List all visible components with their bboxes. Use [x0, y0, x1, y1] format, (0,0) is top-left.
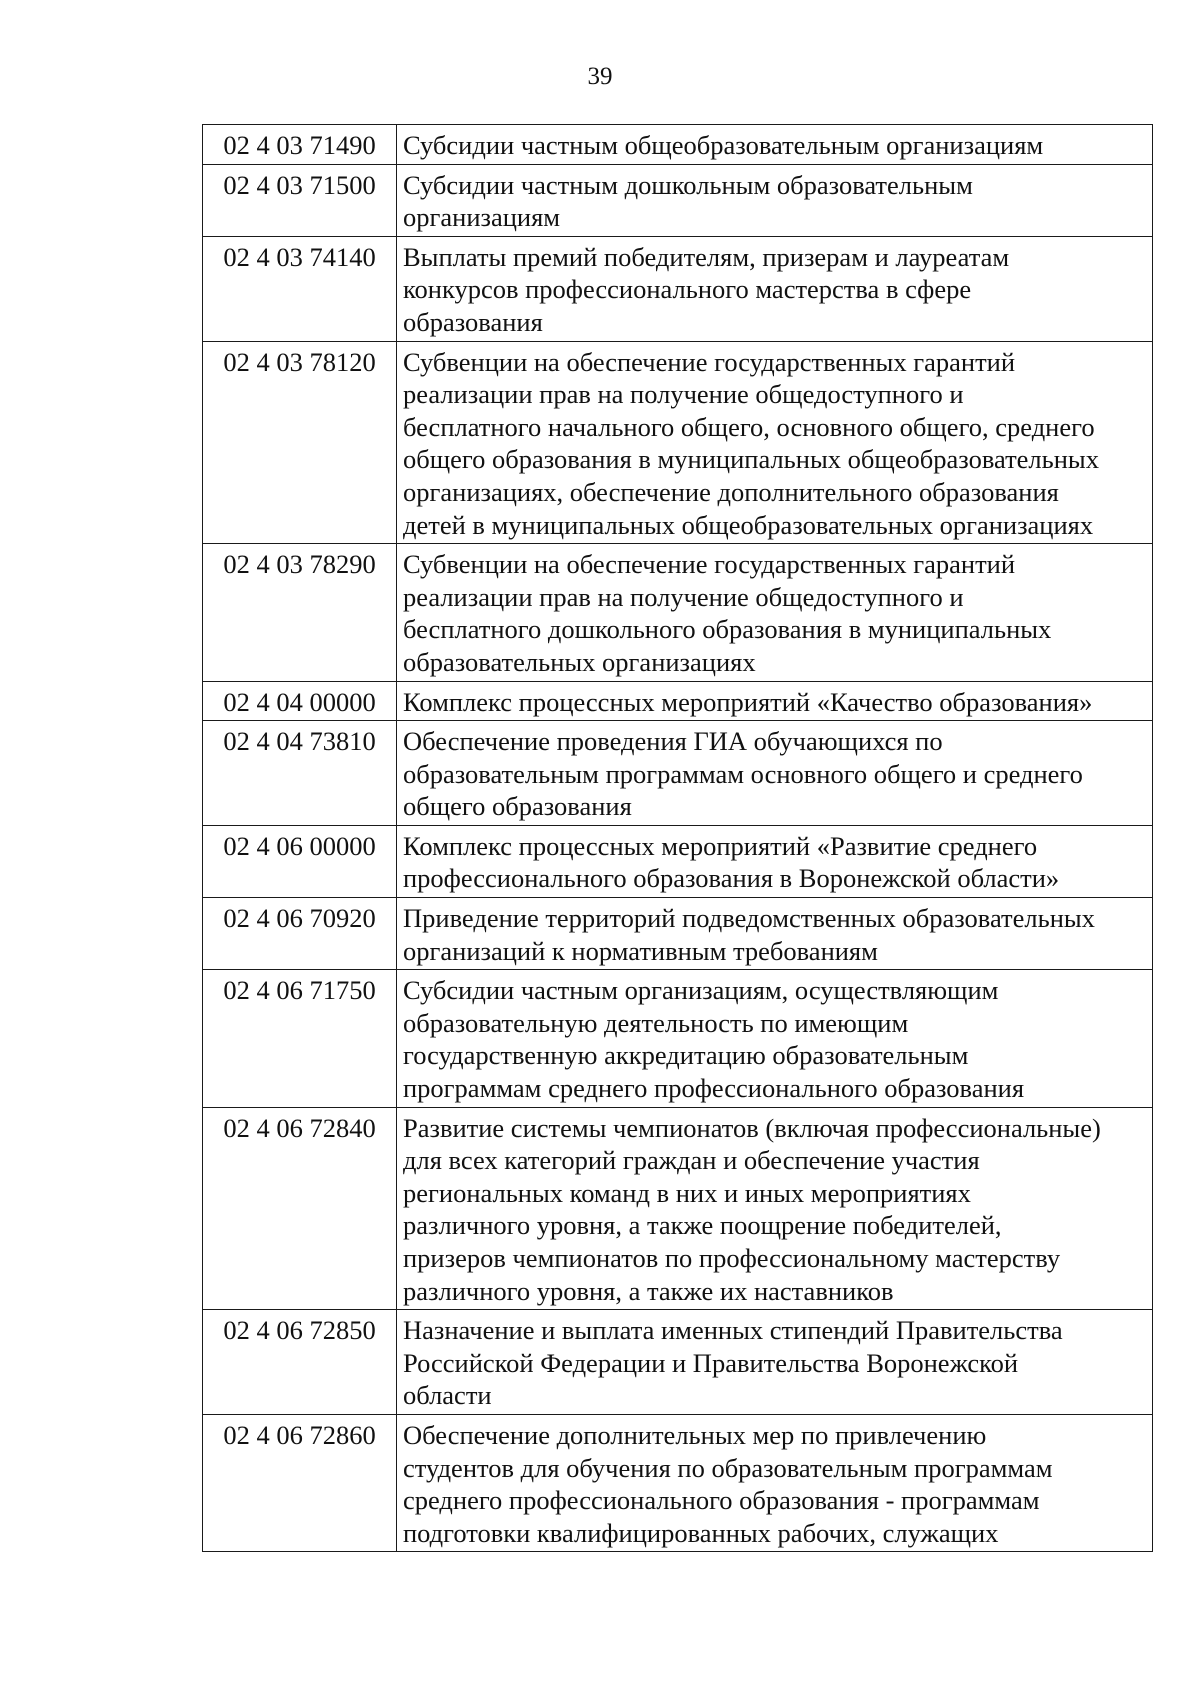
description-cell: [397, 681, 1153, 721]
table-row: [203, 544, 1153, 681]
description-line: организациям: [403, 202, 561, 233]
description-line: Субсидии частным общеобразовательным организациям: [403, 130, 1044, 160]
table-row: [203, 898, 1153, 970]
description-line: образовательным программам основного общего и среднего: [403, 758, 1083, 789]
description-line: общего образования в муниципальных общеобразовательных: [403, 444, 1099, 475]
table-row: [203, 236, 1153, 341]
description-line: детей в муниципальных общеобразовательных организациях: [403, 509, 1094, 540]
table-row: [203, 721, 1153, 826]
description-cell: [397, 341, 1153, 544]
description-line: Обеспечение дополнительных мер по привлечению: [403, 1419, 987, 1450]
description-cell: [397, 125, 1153, 165]
table-row: [203, 681, 1153, 721]
description-line: Обеспечение проведения ГИА обучающихся по: [403, 726, 943, 757]
description-line: бесплатного начального общего, основного общего, среднего: [403, 411, 1095, 442]
description-cell: [397, 1310, 1153, 1415]
description-line: образования: [403, 306, 543, 337]
description-cell: [397, 825, 1153, 897]
budget-code-cell: 02 4 06 72850: [203, 1310, 397, 1415]
table-row: [203, 1414, 1153, 1551]
description-line: общего образования: [403, 791, 632, 822]
table-row: [203, 825, 1153, 897]
description-line: конкурсов профессионального мастерства в сфере: [403, 274, 972, 305]
table-row: [203, 970, 1153, 1107]
description-line: Субвенции на обеспечение государственных гарантий: [403, 549, 1016, 580]
table-row: [203, 164, 1153, 236]
description-cell: [397, 164, 1153, 236]
budget-code-cell: 02 4 06 72840: [203, 1107, 397, 1310]
description-line: организаций к нормативным требованиям: [403, 935, 878, 966]
budget-code-cell: 02 4 04 00000: [203, 681, 397, 721]
description-line: Субвенции на обеспечение государственных гарантий: [403, 346, 1016, 377]
description-line: Субсидии частным организациям, осуществляющим: [403, 975, 999, 1006]
description-line: Назначение и выплата именных стипендий Правительства: [403, 1315, 1063, 1346]
description-line: образовательных организациях: [403, 646, 756, 677]
description-line: для всех категорий граждан и обеспечение участия: [403, 1145, 980, 1176]
description-line: различного уровня, а также их наставников: [403, 1275, 894, 1306]
table-row: [203, 341, 1153, 544]
budget-code-cell: 02 4 06 70920: [203, 898, 397, 970]
table-body: [203, 125, 1153, 1552]
table-row: [203, 1107, 1153, 1310]
description-line: профессионального образования в Воронежской области»: [403, 863, 1060, 894]
table-row: [203, 125, 1153, 165]
budget-code-cell: 02 4 03 74140: [203, 236, 397, 341]
description-line: среднего профессионального образования - программам: [403, 1485, 1040, 1516]
description-line: Российской Федерации и Правительства Воронежской: [403, 1347, 1019, 1378]
description-cell: [397, 1107, 1153, 1310]
budget-code-cell: 02 4 06 00000: [203, 825, 397, 897]
description-cell: [397, 970, 1153, 1107]
description-line: Комплекс процессных мероприятий «Качество образования»: [403, 686, 1093, 717]
budget-code-cell: 02 4 04 73810: [203, 721, 397, 826]
description-line: области: [403, 1380, 492, 1411]
budget-code-table: [202, 124, 1153, 1552]
description-cell: [397, 544, 1153, 681]
description-line: призеров чемпионатов по профессиональному мастерству: [403, 1243, 1061, 1273]
budget-code-cell: 02 4 06 71750: [203, 970, 397, 1107]
description-line: различного уровня, а также поощрение победителей,: [403, 1210, 1002, 1241]
description-cell: [397, 236, 1153, 341]
description-line: Приведение территорий подведомственных образовательных: [403, 903, 1095, 934]
description-line: реализации прав на получение общедоступного и: [403, 379, 964, 410]
description-line: бесплатного дошкольного образования в муниципальных: [403, 614, 1052, 645]
description-line: образовательную деятельность по имеющим: [403, 1007, 909, 1038]
description-line: Развитие системы чемпионатов (включая профессиональные): [403, 1112, 1101, 1143]
description-line: Комплекс процессных мероприятий «Развитие среднего: [403, 830, 1038, 861]
description-line: студентов для обучения по образовательным программам: [403, 1452, 1053, 1483]
description-line: программам среднего профессионального образования: [403, 1073, 1025, 1104]
description-line: Субсидии частным дошкольным образовательным: [403, 169, 973, 200]
budget-code-cell: 02 4 06 72860: [203, 1414, 397, 1551]
budget-code-cell: 02 4 03 71490: [203, 125, 397, 165]
page-number: 39: [587, 63, 613, 90]
description-line: организациях, обеспечение дополнительного образования: [403, 476, 1059, 507]
description-line: региональных команд в них и иных мероприятиях: [403, 1177, 971, 1208]
budget-code-cell: 02 4 03 78120: [203, 341, 397, 544]
description-line: государственную аккредитацию образовательным: [403, 1040, 969, 1071]
description-cell: [397, 898, 1153, 970]
description-cell: [397, 1414, 1153, 1551]
table-row: [203, 1310, 1153, 1415]
description-line: реализации прав на получение общедоступного и: [403, 581, 964, 612]
description-line: Выплаты премий победителям, призерам и лауреатам: [403, 241, 1010, 272]
budget-code-cell: 02 4 03 78290: [203, 544, 397, 681]
description-cell: [397, 721, 1153, 826]
description-line: подготовки квалифицированных рабочих, служащих: [403, 1517, 999, 1548]
budget-code-cell: 02 4 03 71500: [203, 164, 397, 236]
